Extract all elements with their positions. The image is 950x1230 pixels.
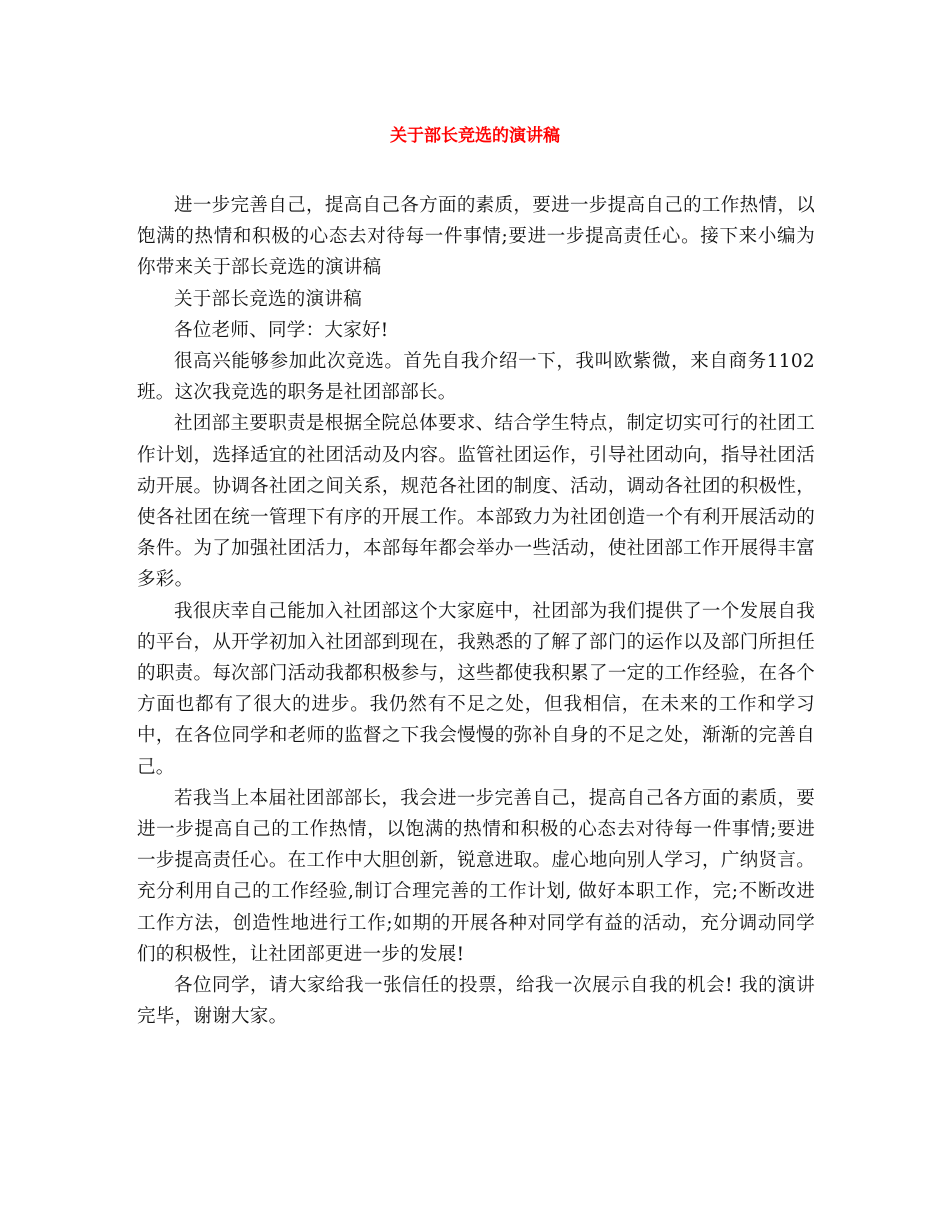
paragraph-subtitle: 关于部长竞选的演讲稿: [174, 288, 363, 310]
document-body: [137, 190, 815, 1032]
paragraph-duties: 社团部主要职责是根据全院总体要求、结合学生特点，制定切实可行的社团工作计划，选择适宜的社团活动及内容。监管社团运作，引导社团动向，指导社团活动开展。协调各社团之间关系，规范各社团的制度、活动，调动各社团的积极性，使各社团在统一管理下有序的开展工作。本部致力为社团创造一个有利开展活动的条件。为了加强社团活力，本部每年都会举办一些活动，使社团部工作开展得丰富多彩。: [137, 413, 815, 591]
document-title: 关于部长竞选的演讲稿: [390, 126, 560, 146]
paragraph-intro: 进一步完善自己，提高自己各方面的素质，要进一步提高自己的工作热情，以饱满的热情和积极的心态去对待每一件事情;要进一步提高责任心。接下来小编为你带来关于部长竞选的演讲稿: [137, 195, 815, 279]
paragraph-self-introduction: 很高兴能够参加此次竞选。首先自我介绍一下，我叫欧紫微，来自商务1102班。这次我竞选的职务是社团部部长。: [137, 351, 815, 404]
paragraph-greeting: 各位老师、同学：大家好!: [174, 319, 389, 341]
paragraph-plans: 若我当上本届社团部部长，我会进一步完善自己，提高自己各方面的素质，要进一步提高自己的工作热情，以饱满的热情和积极的心态去对待每一件事情;要进一步提高责任心。在工作中大胆创新，锐意进取。虚心地向别人学习，广纳贤言。充分利用自己的工作经验,制订合理完善的工作计划, 做好本职工作，完;不断改进工作方法，创造性地进行工作;如期的开展各种对同学有益的活动，充分调动同学们的积极性，让社团部更进一步的发展!: [137, 787, 815, 965]
paragraph-experience: 我很庆幸自己能加入社团部这个大家庭中，社团部为我们提供了一个发展自我的平台，从开学初加入社团部到现在，我熟悉的了解了部门的运作以及部门所担任的职责。每次部门活动我都积极参与，这些都使我积累了一定的工作经验，在各个方面也都有了很大的进步。我仍然有不足之处，但我相信，在未来的工作和学习中，在各位同学和老师的监督之下我会慢慢的弥补自身的不足之处，渐渐的完善自己。: [137, 600, 815, 778]
paragraph-closing: 各位同学，请大家给我一张信任的投票，给我一次展示自我的机会! 我的演讲完毕，谢谢大家。: [137, 975, 815, 1028]
